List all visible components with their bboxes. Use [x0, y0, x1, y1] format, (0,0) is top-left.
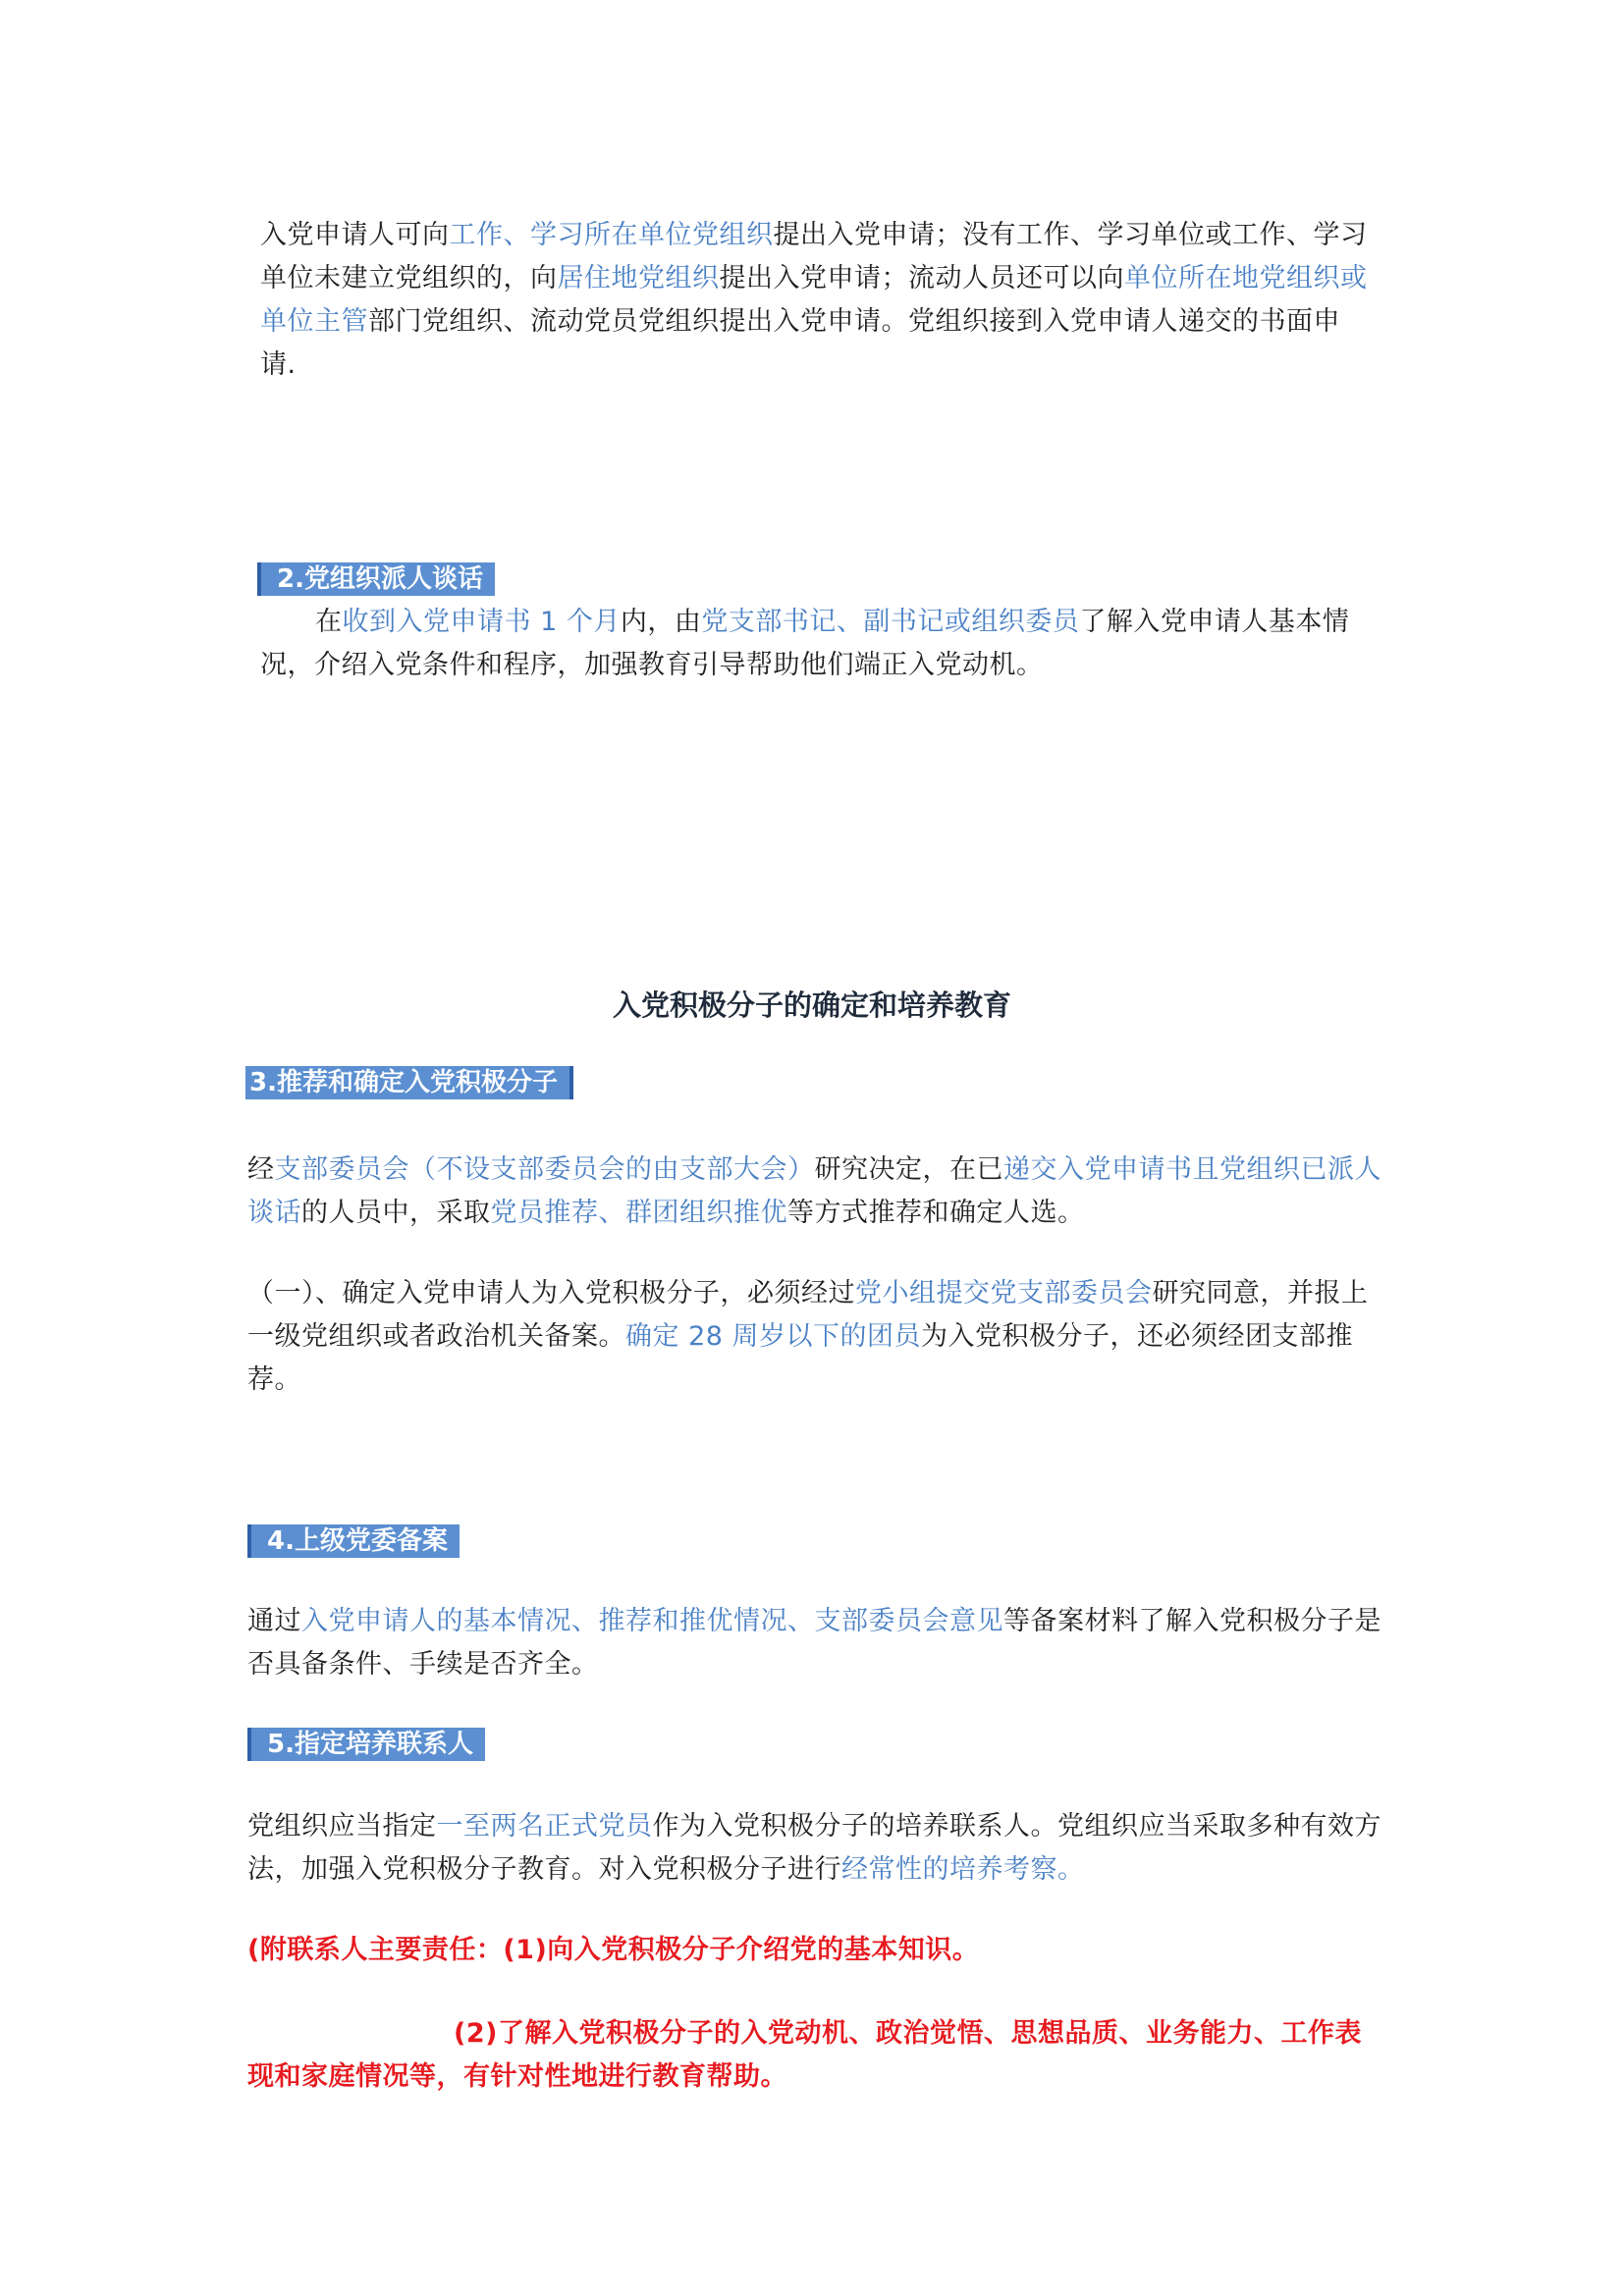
highlight: 单位所在地党组织或单位主管 [260, 263, 1368, 337]
highlight: 递交入党申请书且党组织已派人谈话 [247, 1154, 1381, 1228]
highlight: 党支部书记、副书记或组织委员 [701, 607, 1080, 637]
paragraph-talk: 在收到入党申请书 1 个月内，由党支部书记、副书记或组织委员了解入党申请人基本情况，介绍入党条件和程序，加强教育引导帮助他们端正入党动机。 [260, 607, 1350, 680]
section-header-2: 2.党组织派人谈话 [257, 562, 495, 596]
paragraph-record: 通过入党申请人的基本情况、推荐和推优情况、支部委员会意见等备案材料了解入党积极分子是否具备条件、手续是否齐全。 [247, 1606, 1381, 1680]
paragraph-recommend: 经支部委员会（不设支部委员会的由支部大会）研究决定，在已递交入党申请书且党组织已派人谈话的人员中，采取党员推荐、群团组织推优等方式推荐和确定人选。 [247, 1154, 1381, 1228]
highlight: 一至两名正式党员 [436, 1811, 653, 1842]
highlight: 支部委员会（不设支部委员会的由支部大会） [274, 1154, 815, 1185]
highlight: 居住地党组织 [557, 263, 720, 294]
highlight: 党小组提交党支部委员会 [855, 1278, 1153, 1308]
note-line-2: (2)了解入党积极分子的入党动机、政治觉悟、思想品质、业务能力、工作表现和家庭情况等，有针对性地进行教育帮助。 [247, 2018, 1362, 2092]
note-line-1: (附联系人主要责任：(1)向入党积极分子介绍党的基本知识。 [247, 1935, 980, 1965]
section-header-5: 5.指定培养联系人 [247, 1728, 485, 1761]
section-header-3: 3.推荐和确定入党积极分子 [245, 1066, 573, 1099]
highlight: 经常性的培养考察。 [841, 1854, 1085, 1885]
paragraph-contact: 党组织应当指定一至两名正式党员作为入党积极分子的培养联系人。党组织应当采取多种有效方法，加强入党积极分子教育。对入党积极分子进行经常性的培养考察。 [247, 1811, 1381, 1885]
paragraph-apply: 入党申请人可向工作、学习所在单位党组织提出入党申请；没有工作、学习单位或工作、学习单位未建立党组织的，向居住地党组织提出入党申请；流动人员还可以向单位所在地党组织或单位主管部门党组织、流动党员党组织提出入党申请。党组织接到入党申请人递交的书面申请. [260, 220, 1368, 380]
section-title: 入党积极分子的确定和培养教育 [612, 988, 1011, 1022]
paragraph-confirm: （一）、确定入党申请人为入党积极分子，必须经过党小组提交党支部委员会研究同意，并报上一级党组织或者政治机关备案。确定 28 周岁以下的团员为入党积极分子，还必须经团支部推荐。 [247, 1278, 1369, 1395]
section-header-4: 4.上级党委备案 [247, 1524, 460, 1558]
highlight: 确定 28 周岁以下的团员 [625, 1321, 922, 1352]
highlight: 党员推荐、群团组织推优 [490, 1198, 787, 1228]
highlight: 工作、学习所在单位党组织 [449, 220, 774, 250]
highlight: 收到入党申请书 1 个月 [342, 607, 621, 637]
highlight: 入党申请人的基本情况、推荐和推优情况、支部委员会意见 [301, 1606, 1003, 1636]
